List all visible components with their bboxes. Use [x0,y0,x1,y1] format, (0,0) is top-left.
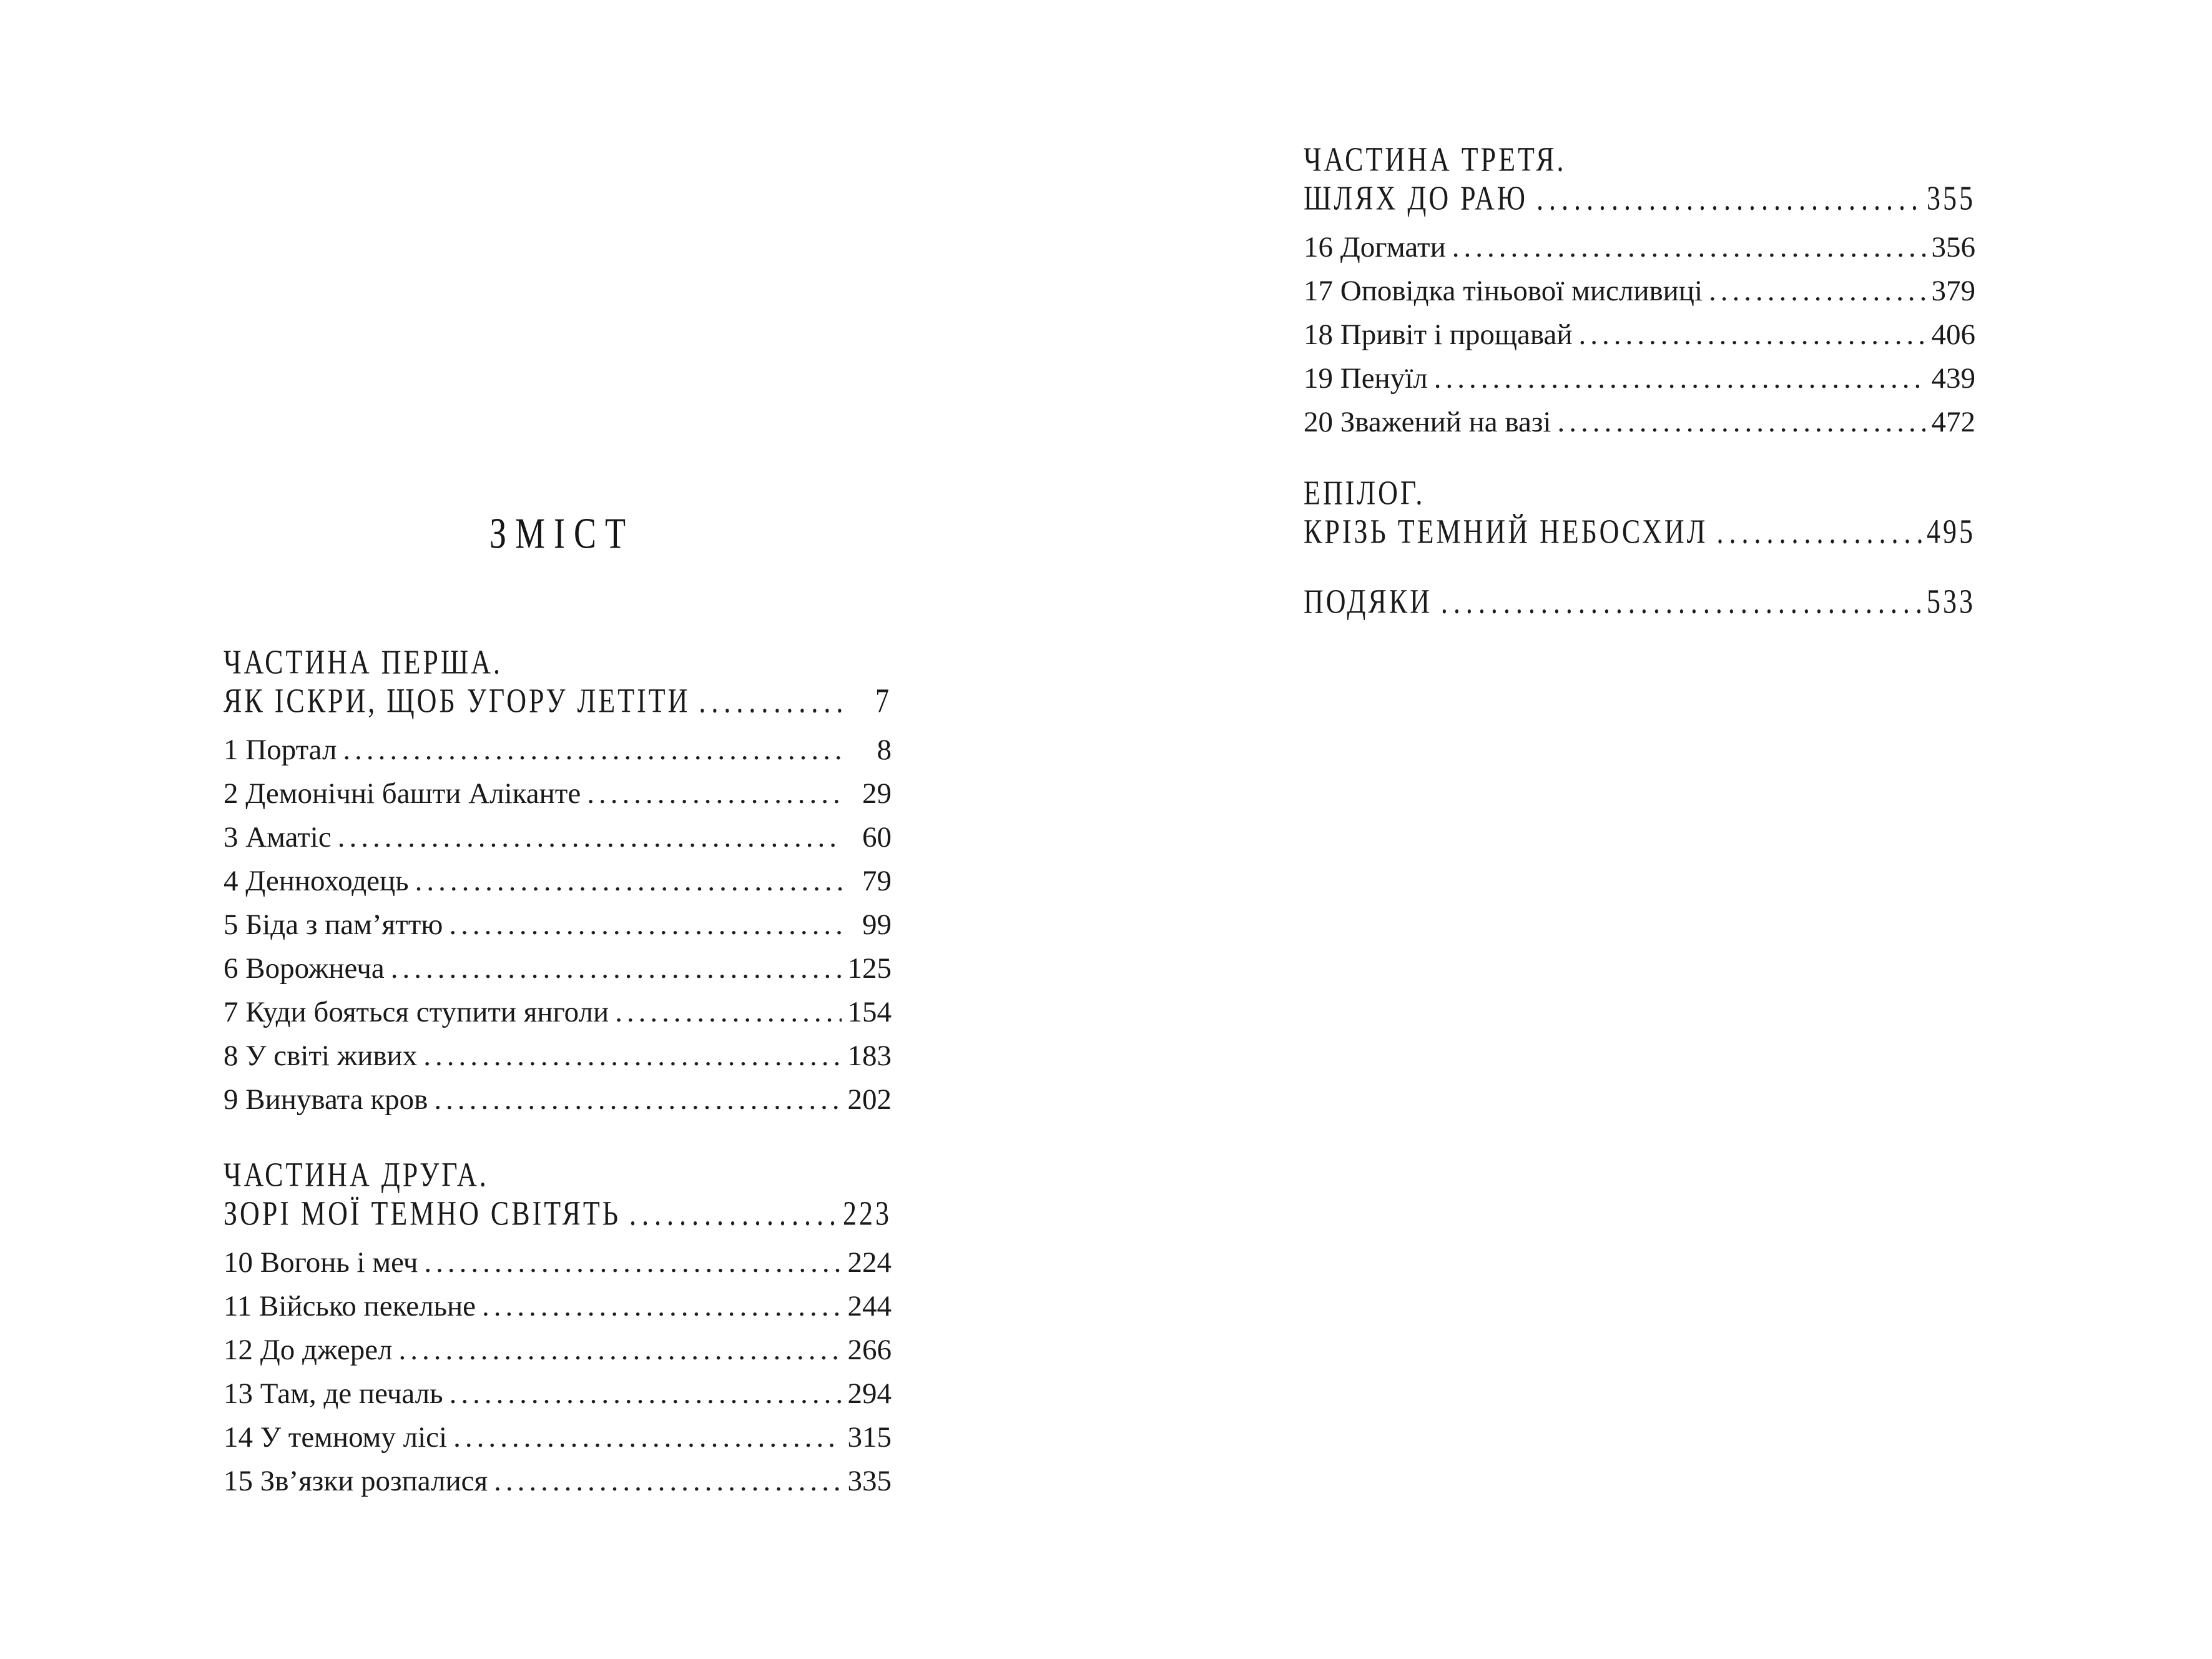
toc-entry-label: 9 Винувата кров [224,1083,428,1116]
part-page-number: 533 [1927,582,1975,621]
toc-section-part-2 [224,1156,892,1503]
dot-leader [1717,508,1925,556]
toc-entry-page: 406 [1931,318,1975,351]
toc-entry-label: 19 Пенуїл [1304,362,1428,395]
toc-entry-label: 15 Зв’язки розпалися [224,1465,488,1497]
part-heading-row [1304,508,1975,556]
part-heading-line2: ШЛЯХ ДО РАЮ [1304,179,1528,217]
chapter-list [1304,225,1975,444]
toc-entry [224,1284,892,1328]
toc-entry-page: 224 [847,1246,892,1279]
toc-entry [224,990,892,1034]
toc-entry [224,947,892,990]
toc-entry [224,772,892,815]
toc-entry-page: 315 [847,1421,892,1454]
part-heading-line2: ЗОРІ МОЇ ТЕМНО СВІТЯТЬ [224,1194,621,1233]
toc-section-part-3 [1304,140,1975,444]
toc-entry-label: 2 Демонічні башти Аліканте [224,777,581,810]
toc-entry-label: 7 Куди бояться ступити янголи [224,996,609,1028]
toc-entry-page: 29 [862,777,892,810]
toc-entry-page: 472 [1931,406,1975,438]
toc-entry [224,859,892,903]
toc-entry [224,1372,892,1415]
toc-entry [224,1328,892,1372]
part-heading-line1: ЕПІЛОГ. [1304,473,1425,512]
part-page-number: 495 [1927,512,1975,551]
part-heading-row [1304,578,1975,626]
toc-entry [224,1034,892,1078]
toc-entry-label: 3 Аматіс [224,821,332,854]
dot-leader [338,815,842,859]
toc-entry [224,815,892,859]
dot-leader [1709,269,1925,313]
toc-left-column [224,0,892,1659]
toc-entry-label: 20 Зважений на вазі [1304,406,1551,438]
dot-leader [482,1284,842,1328]
part-heading-line1: ЧАСТИНА ТРЕТЯ. [1304,140,1566,179]
toc-section-part-1 [224,643,892,1121]
dot-leader [1452,225,1925,269]
dot-leader [1441,578,1925,626]
toc-entry-page: 99 [862,908,892,941]
toc-entry [1304,400,1975,444]
toc-entry [1304,225,1975,269]
part-page-number: 223 [843,1194,892,1233]
toc-entry-page: 60 [862,821,892,854]
toc-section-epilogue [1304,474,1975,551]
dot-leader [1578,313,1925,357]
toc-entry-label: 5 Біда з пам’яттю [224,908,443,941]
toc-entry-label: 18 Привіт і прощавай [1304,318,1573,351]
toc-entry-page: 244 [847,1290,892,1322]
toc-entry-label: 17 Оповідка тіньової мисливиці [1304,275,1703,307]
part-heading-line1: ЧАСТИНА ПЕРША. [224,642,503,681]
toc-entry-page: 202 [847,1083,892,1116]
toc-entry-label: 8 У світі живих [224,1040,418,1072]
dot-leader [453,1415,842,1459]
part-page-number: 7 [875,681,892,720]
toc-entry-page: 79 [862,865,892,897]
part-heading-line1: ЧАСТИНА ДРУГА. [224,1155,489,1194]
dot-leader [391,947,842,990]
toc-entry [224,1459,892,1503]
dot-leader [587,772,842,815]
toc-entry-page: 379 [1931,275,1975,307]
dot-leader [424,1241,842,1284]
dot-leader [343,728,842,772]
part-heading-row [224,677,892,726]
toc-entry-label: 6 Ворожнеча [224,952,385,985]
toc-entry-label: 4 Денноходець [224,865,409,897]
dot-leader [449,903,842,947]
toc-entry [224,1415,892,1459]
toc-right-column [1304,0,1975,1659]
dot-leader [415,859,842,903]
toc-entry-label: 16 Догмати [1304,231,1446,263]
part-heading-line2: КРІЗЬ ТЕМНИЙ НЕБОСХИЛ [1304,512,1708,551]
toc-entry-page: 154 [847,996,892,1028]
toc-entry [224,728,892,772]
toc-entry [1304,269,1975,313]
toc-entry-label: 13 Там, де печаль [224,1377,443,1410]
toc-title-wrap [224,509,892,574]
dot-leader [399,1328,842,1372]
toc-entry-page: 183 [847,1040,892,1072]
toc-entry-label: 10 Вогонь і меч [224,1246,418,1279]
toc-entry [1304,357,1975,400]
toc-entry-page: 335 [847,1465,892,1497]
chapter-list [224,728,892,1121]
toc-entry-label: 11 Військо пекельне [224,1290,476,1322]
part-heading-row [224,1189,892,1238]
part-heading-row [1304,174,1975,223]
toc-entry [224,903,892,947]
toc-entry-page: 266 [847,1334,892,1366]
dot-leader [434,1078,842,1121]
toc-entry-page: 356 [1931,231,1975,263]
dot-leader [450,1372,842,1415]
toc-entry [1304,313,1975,357]
dot-leader [629,1189,842,1238]
dot-leader [1536,174,1925,223]
part-heading-line1: ПОДЯКИ [1304,582,1432,621]
toc-entry-label: 14 У темному лісі [224,1421,448,1454]
page-title: ЗМІСТ [489,509,635,558]
part-page-number: 355 [1927,179,1975,217]
dot-leader [615,990,842,1034]
chapter-list [224,1241,892,1503]
toc-entry-page: 8 [877,734,892,766]
dot-leader [1434,357,1925,400]
toc-entry [224,1078,892,1121]
part-heading-line2: ЯК ІСКРИ, ЩОБ УГОРУ ЛЕТІТИ [224,681,691,720]
toc-entry-page: 439 [1931,362,1975,395]
dot-leader [423,1034,842,1078]
toc-entry-page: 294 [847,1377,892,1410]
toc-entry [224,1241,892,1284]
toc-entry-label: 12 До джерел [224,1334,393,1366]
dot-leader [494,1459,842,1503]
dot-leader [1557,400,1925,444]
toc-section-acknowledgements [1304,583,1975,621]
toc-entry-label: 1 Портал [224,734,337,766]
toc-entry-page: 125 [847,952,892,985]
dot-leader [699,677,842,726]
